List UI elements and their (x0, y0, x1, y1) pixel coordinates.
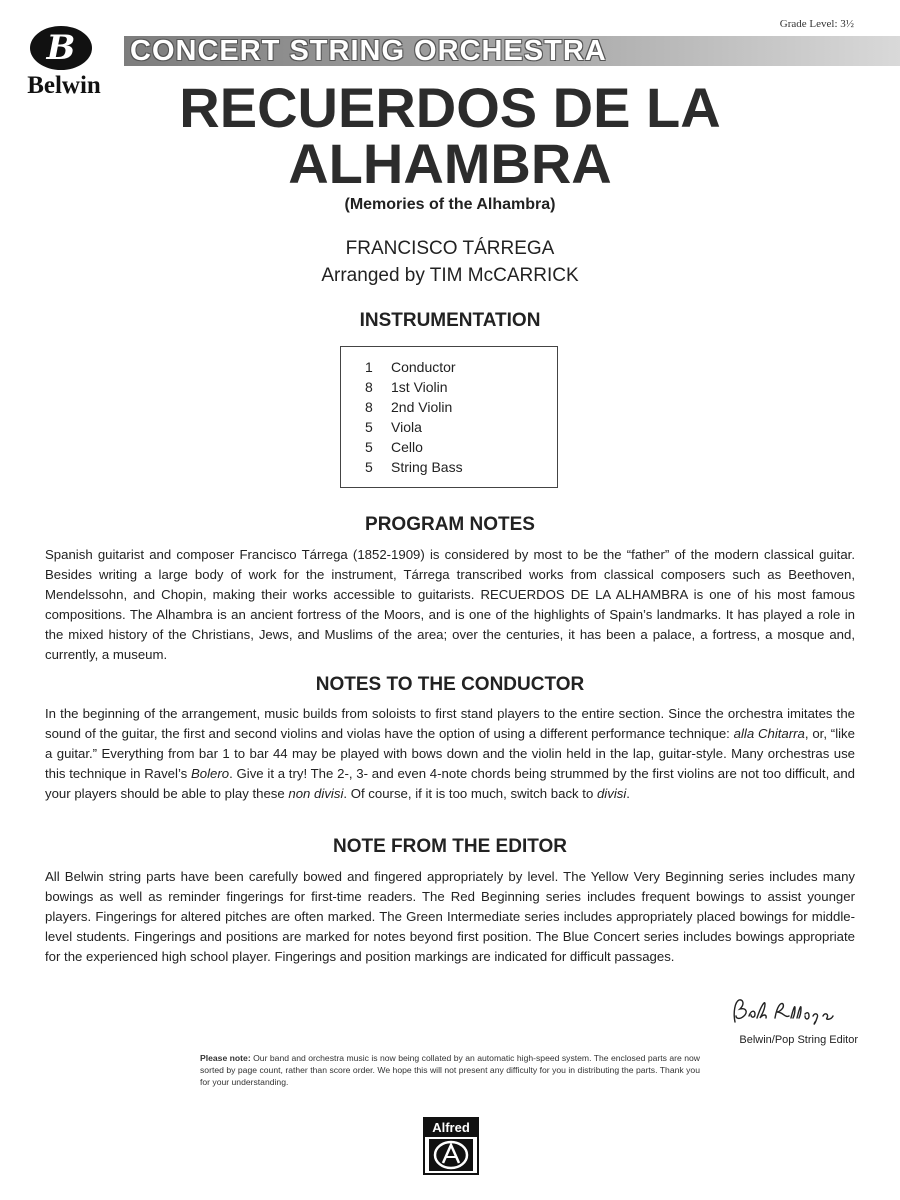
instrument-qty: 1 (365, 359, 373, 375)
please-note-text: Our band and orchestra music is now being collated by an automatic high-speed system. The enclosed parts are now sorted by page count, rather than score order. We hope this will not present any difficulty for you in distributing the parts. Thank you for your understanding. (200, 1053, 700, 1087)
editor-title: Belwin/Pop String Editor (739, 1034, 858, 1046)
series-banner-text: CONCERT STRING ORCHESTRA (130, 35, 607, 67)
editor-signature (727, 994, 857, 1030)
instrument-name: 2nd Violin (391, 399, 453, 415)
program-notes-text: Spanish guitarist and composer Francisco Tárrega (1852-1909) is considered by most to be the “father” of the modern classical guitar. Besides writing a large body of work for the instrument, Tárrega transcribed works from classical composers such as Beethoven, Mendelssohn, and Chopin, making their works accessible to guitarists. RECUERDOS DE LA ALHAMBRA is one of his most famous compositions. The Alhambra is an ancient fortress of the Moors, and is one of the highlights of Spain’s landmarks. It has played a role in the mixed history of the Christians, Jews, and Muslims of the area; over the centuries, it has been a palace, a fortress, a mosque and, currently, a museum. (45, 547, 855, 662)
please-note (200, 1052, 700, 1088)
subtitle: (Memories of the Alhambra) (344, 196, 556, 213)
grade-level: Grade Level: 3½ (779, 18, 854, 30)
composer: FRANCISCO TÁRREGA (345, 238, 555, 259)
emphasis-non-divisi: non divisi (288, 786, 344, 801)
alfred-logo (423, 1117, 479, 1175)
instrument-row (365, 417, 557, 437)
instrument-name: Conductor (391, 359, 456, 375)
arranger: Arranged by TIM McCARRICK (321, 265, 579, 286)
instrument-name: Cello (391, 439, 423, 455)
program-notes-heading: PROGRAM NOTES (365, 514, 535, 535)
conductor-notes-text: In the beginning of the arrangement, music builds from soloists to first stand players to the entire section. Since the orchestra imitates the sound of the guitar, the first and second violins and violas have the option of using a different performance technique: alla Chitarra, or, “like a guitar.” Everything from bar 1 to bar 44 may be played with bows down and the violin held in the lap, guitar-style. Many orchestras use this technique in Ravel’s Bolero. Give it a try! The 2-, 3- and even 4-note chords being strummed by the first violins are not too difficult, and your players should be able to play these non divisi. Of course, if it is too much, switch back to divisi. (45, 706, 855, 801)
instrument-qty: 8 (365, 399, 373, 415)
instrument-row (365, 357, 557, 377)
editor-note-heading: NOTE FROM THE EDITOR (333, 836, 567, 857)
alfred-emblem-icon (429, 1139, 473, 1171)
editor-note-text: All Belwin string parts have been carefully bowed and fingered appropriately by level. The Yellow Very Beginning series includes many bowings as well as reminder fingerings for first-time readers. The Red Beginning series includes frequent bowings to assist younger players. Fingerings for altered pitches are often marked. The Green Intermediate series includes appropriately placed bowings for middle-level students. Fingerings and positions are marked for notes beyond first position. The Blue Concert series includes bowings appropriate for the experienced high school player. Fingerings and position markings are indicated for difficult passages. (45, 869, 855, 964)
emphasis-bolero: Bolero (190, 766, 230, 781)
instrument-name: String Bass (391, 459, 463, 475)
instrumentation-heading: INSTRUMENTATION (359, 310, 541, 331)
conductor-notes-heading: NOTES TO THE CONDUCTOR (315, 674, 585, 695)
emphasis-divisi: divisi (596, 786, 627, 801)
instrumentation-list (340, 346, 558, 488)
instrument-row (365, 377, 557, 397)
instrument-row (365, 437, 557, 457)
title-line-1: RECUERDOS DE LA (179, 76, 721, 139)
belwin-logo-text: Belwin (27, 72, 101, 99)
instrument-row (365, 457, 557, 477)
title-line-2: ALHAMBRA (288, 132, 612, 195)
instrument-qty: 5 (365, 459, 373, 475)
instrument-qty: 5 (365, 439, 373, 455)
alfred-logo-text: Alfred (425, 1119, 477, 1137)
instrument-row (365, 397, 557, 417)
please-note-label: Please note: (200, 1053, 251, 1063)
emphasis-alla-chitarra: alla Chitarra (733, 726, 805, 741)
instrument-qty: 8 (365, 379, 373, 395)
page-title (0, 76, 900, 195)
series-banner (124, 36, 900, 66)
belwin-b-emblem-icon: B (30, 26, 92, 70)
signature-icon (727, 994, 857, 1030)
instrument-name: Viola (391, 419, 422, 435)
instrument-name: 1st Violin (391, 379, 448, 395)
instrument-qty: 5 (365, 419, 373, 435)
